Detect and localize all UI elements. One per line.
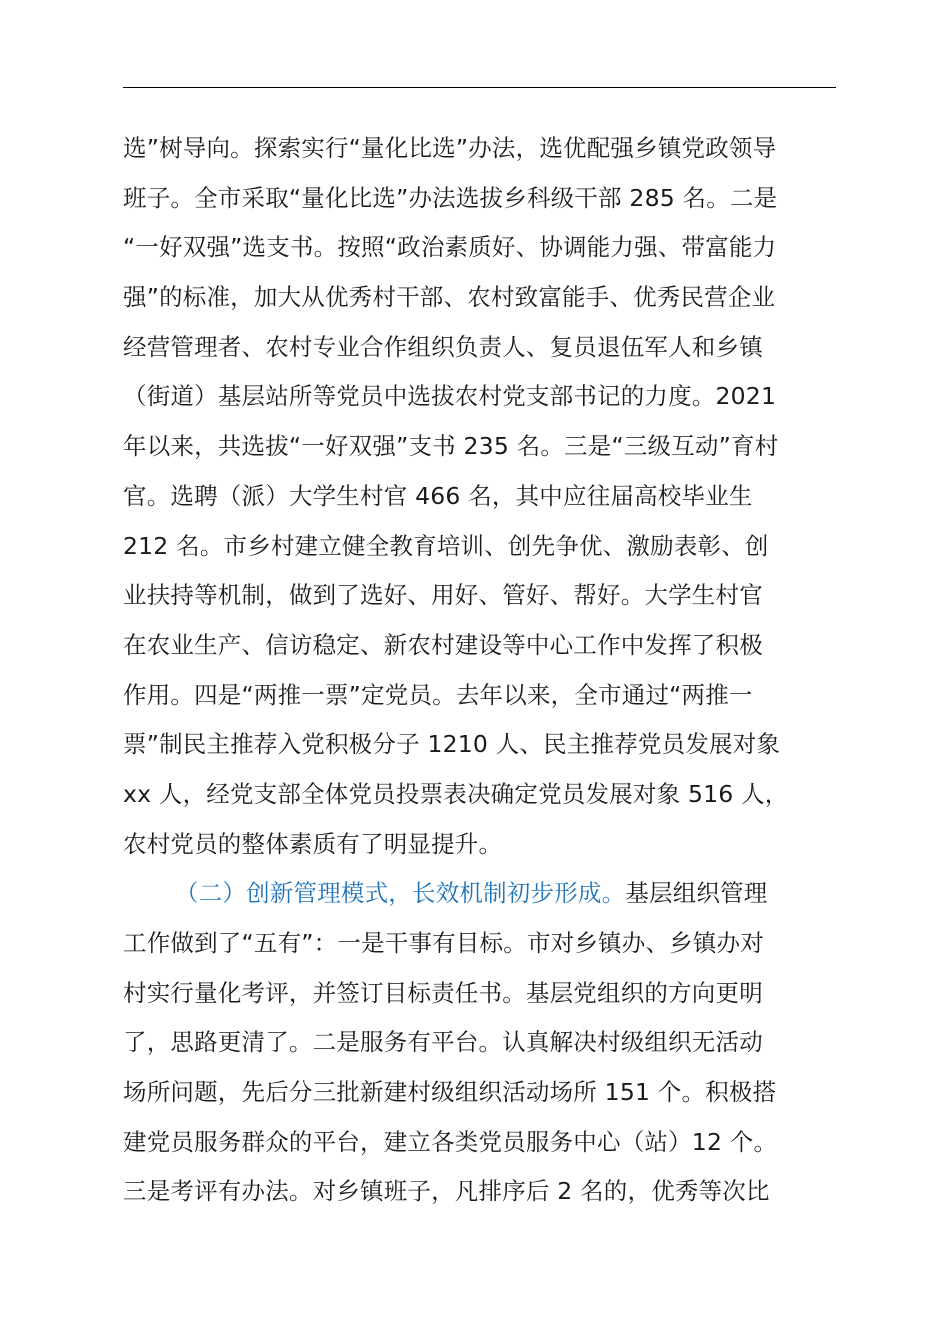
text-line: 选”树导向。探索实行“量化比选”办法，选优配强乡镇党政领导 [123,134,777,162]
text-line: 票”制民主推荐入党积极分子 1210 人、民主推荐党员发展对象 [123,730,781,759]
text-line: 强”的标准，加大从优秀村干部、农村致富能手、优秀民营企业 [123,283,776,312]
text-line: 农村党员的整体素质有了明显提升。 [123,829,503,858]
text-line: 212 名。市乡村建立健全教育培训、创先争优、激励表彰、创 [123,531,769,560]
text-line: 场所问题，先后分三批新建村级组织活动场所 151 个。积极搭 [123,1078,777,1107]
text-line: 建党员服务群众的平台，建立各类党员服务中心（站）12 个。 [123,1127,778,1156]
text-line: 经营管理者、农村专业合作组织负责人、复员退伍军人和乡镇 [123,332,763,361]
text-line: 三是考评有办法。对乡镇班子，凡排序后 2 名的，优秀等次比 [123,1177,770,1206]
text-line: 村实行量化考评，并签订目标责任书。基层党组织的方向更明 [123,978,763,1007]
section-heading: （二）创新管理模式，长效机制初步形成。 [175,879,626,908]
text-line: 官。选聘（派）大学生村官 466 名，其中应往届高校毕业生 [123,481,753,510]
text-line: xx 人，经党支部全体党员投票表决确定党员发展对象 516 人， [123,779,789,808]
text-line: （街道）基层站所等党员中选拔农村党支部书记的力度。2021 [123,382,777,411]
header-rule [123,87,836,88]
text-line: 了，思路更清了。二是服务有平台。认真解决村级组织无活动 [123,1028,763,1057]
section-heading-continuation: 基层组织管理 [625,879,768,908]
text-line: “一好双强”选支书。按照“政治素质好、协调能力强、带富能力 [123,233,777,262]
text-line: 工作做到了“五有”：一是干事有目标。市对乡镇办、乡镇办对 [123,929,764,957]
document-body [123,124,836,1217]
text-line: 班子。全市采取“量化比选”办法选拔乡科级干部 285 名。二是 [123,183,778,212]
text-line: 年以来，共选拔“一好双强”支书 235 名。三是“三级互动”育村 [123,432,779,461]
text-line: 作用。四是“两推一票”定党员。去年以来，全市通过“两推一 [123,680,753,709]
section-first-line [123,869,836,919]
text-line: 在农业生产、信访稳定、新农村建设等中心工作中发挥了积极 [123,630,763,659]
text-line: 业扶持等机制，做到了选好、用好、管好、帮好。大学生村官 [123,581,763,610]
